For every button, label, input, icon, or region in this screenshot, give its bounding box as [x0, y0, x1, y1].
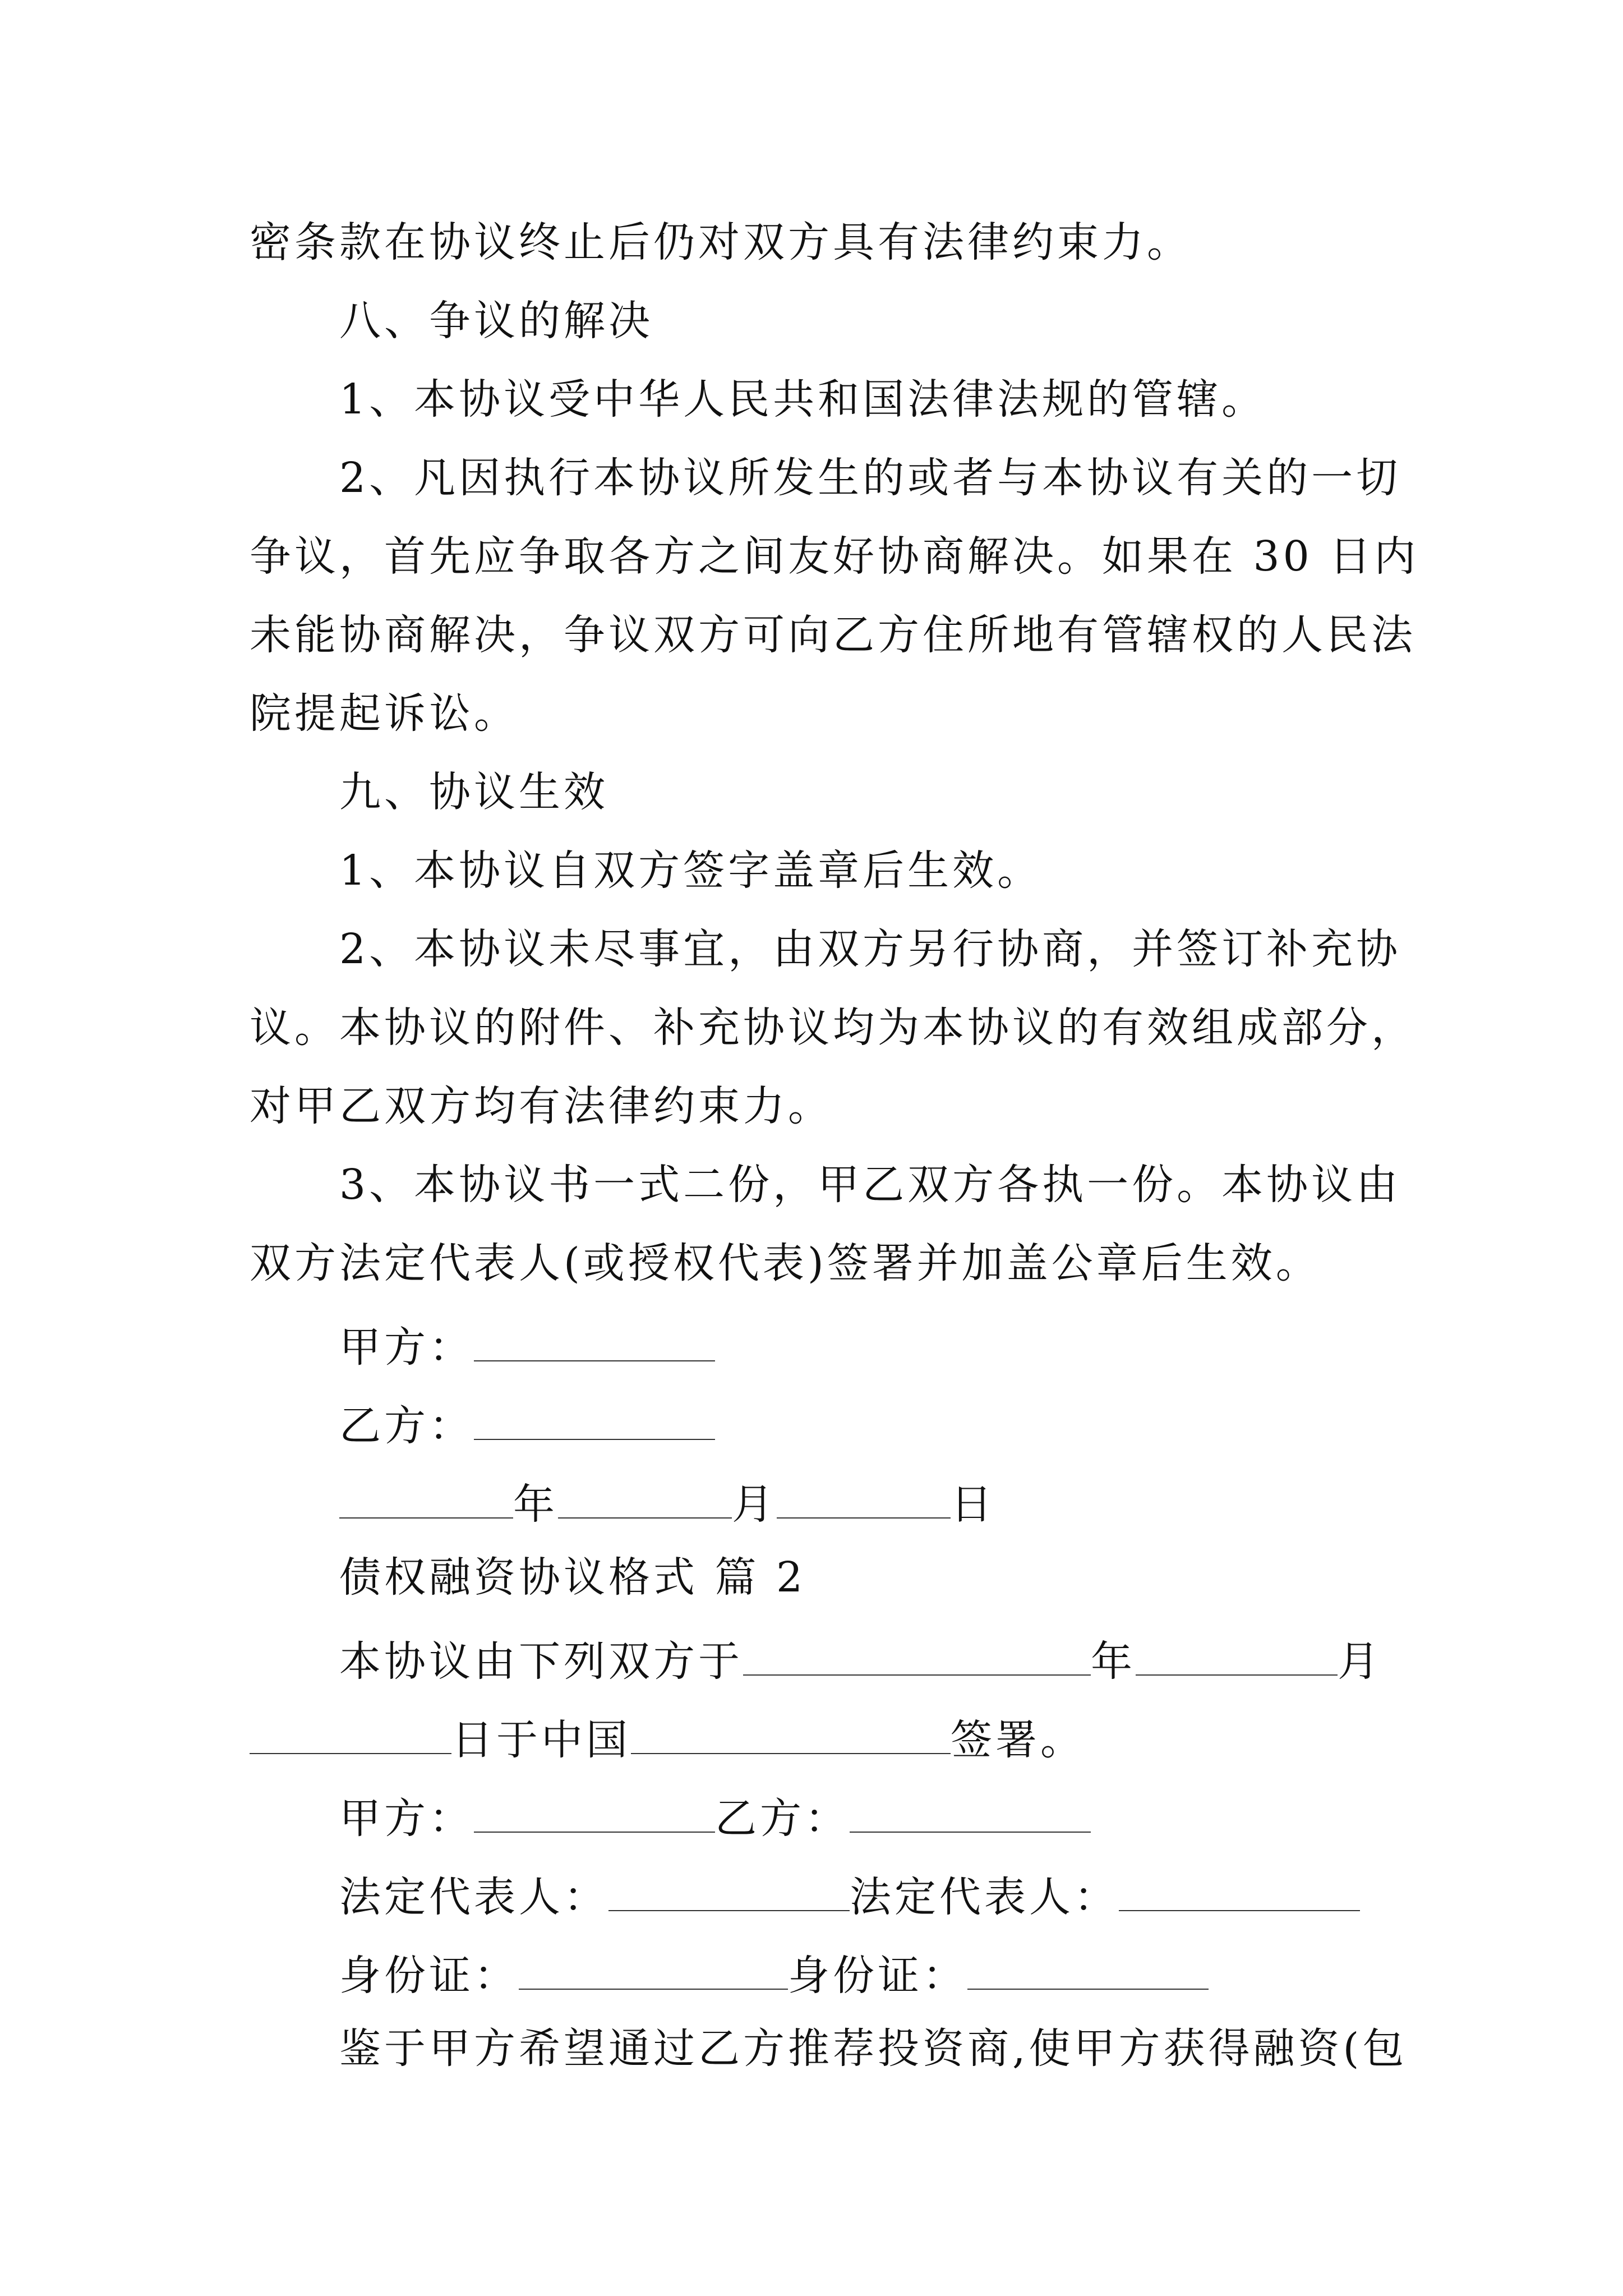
section-heading: 九、协议生效 — [339, 768, 608, 816]
intro-day-text: 日于中国 — [451, 1716, 631, 1764]
paragraph-line: 密条款在协议终止后仍对双方具有法律约束力。 — [250, 218, 1192, 266]
party-b-blank[interactable] — [850, 1792, 1091, 1833]
paragraph-line: 1、本协议受中华人民共和国法律法规的管辖。 — [339, 375, 1267, 424]
signature-party-a — [339, 1321, 715, 1372]
paragraph-line: 1、本协议自双方签字盖章后生效。 — [339, 846, 1043, 895]
legal-rep-a-blank[interactable] — [608, 1871, 850, 1911]
intro-year-label: 年 — [1091, 1637, 1136, 1686]
year-label: 年 — [513, 1480, 558, 1529]
party-a-blank[interactable] — [474, 1321, 715, 1361]
signature-party-b — [339, 1400, 715, 1450]
legal-rep-a-label: 法定代表人： — [339, 1873, 608, 1921]
legal-rep-b-blank[interactable] — [1119, 1871, 1360, 1911]
paragraph-line: 鉴于甲方希望通过乙方推荐投资商,使甲方获得融资(包 — [339, 2024, 1408, 2073]
intro-month-blank[interactable] — [1136, 1635, 1338, 1676]
party-b-label: 乙方： — [715, 1795, 850, 1843]
day-blank[interactable] — [777, 1478, 951, 1519]
month-blank[interactable] — [558, 1478, 732, 1519]
party-a-label: 甲方： — [339, 1795, 474, 1843]
paragraph-line: 争议，首先应争取各方之间友好协商解决。如果在 30 日内 — [250, 532, 1419, 581]
id-card-row — [339, 1949, 1209, 2000]
intro-line-2 — [250, 1714, 1085, 1764]
parties-row — [339, 1792, 1091, 1843]
party-b-label: 乙方： — [339, 1402, 474, 1450]
paragraph-line: 院提起诉讼。 — [250, 689, 519, 738]
paragraph-line: 双方法定代表人(或授权代表)签署并加盖公章后生效。 — [250, 1239, 1321, 1287]
intro-text: 本协议由下列双方于 — [339, 1637, 743, 1686]
day-label: 日 — [951, 1480, 995, 1529]
party-a-label: 甲方： — [339, 1323, 474, 1372]
intro-line — [339, 1635, 1382, 1686]
intro-signed-text: 签署。 — [951, 1716, 1085, 1764]
paragraph-line: 议。本协议的附件、补充协议均为本协议的有效组成部分， — [250, 1004, 1416, 1052]
party-b-blank[interactable] — [474, 1400, 715, 1440]
year-blank[interactable] — [339, 1478, 513, 1519]
month-label: 月 — [732, 1480, 777, 1529]
legal-rep-row — [339, 1871, 1360, 1921]
section-title: 债权融资协议格式 篇 2 — [339, 1553, 806, 1602]
legal-rep-b-label: 法定代表人： — [850, 1873, 1119, 1921]
intro-month-label: 月 — [1338, 1637, 1382, 1686]
id-card-a-label: 身份证： — [339, 1952, 519, 2000]
paragraph-line: 对甲乙双方均有法律约束力。 — [250, 1082, 833, 1130]
section-heading: 八、争议的解决 — [339, 297, 653, 345]
intro-year-blank[interactable] — [743, 1635, 1091, 1676]
id-card-a-blank[interactable] — [519, 1949, 788, 1990]
date-line — [339, 1478, 995, 1529]
paragraph-line: 3、本协议书一式二份，甲乙双方各执一份。本协议由 — [339, 1161, 1401, 1209]
intro-day-blank[interactable] — [250, 1714, 451, 1754]
id-card-b-blank[interactable] — [967, 1949, 1209, 1990]
paragraph-line: 2、本协议未尽事宜，由双方另行协商，并签订补充协 — [339, 925, 1401, 973]
id-card-b-label: 身份证： — [788, 1952, 967, 2000]
intro-place-blank[interactable] — [631, 1714, 951, 1754]
party-a-blank[interactable] — [474, 1792, 715, 1833]
paragraph-line: 2、凡因执行本协议所发生的或者与本协议有关的一切 — [339, 454, 1401, 502]
paragraph-line: 未能协商解决，争议双方可向乙方住所地有管辖权的人民法 — [250, 611, 1416, 659]
